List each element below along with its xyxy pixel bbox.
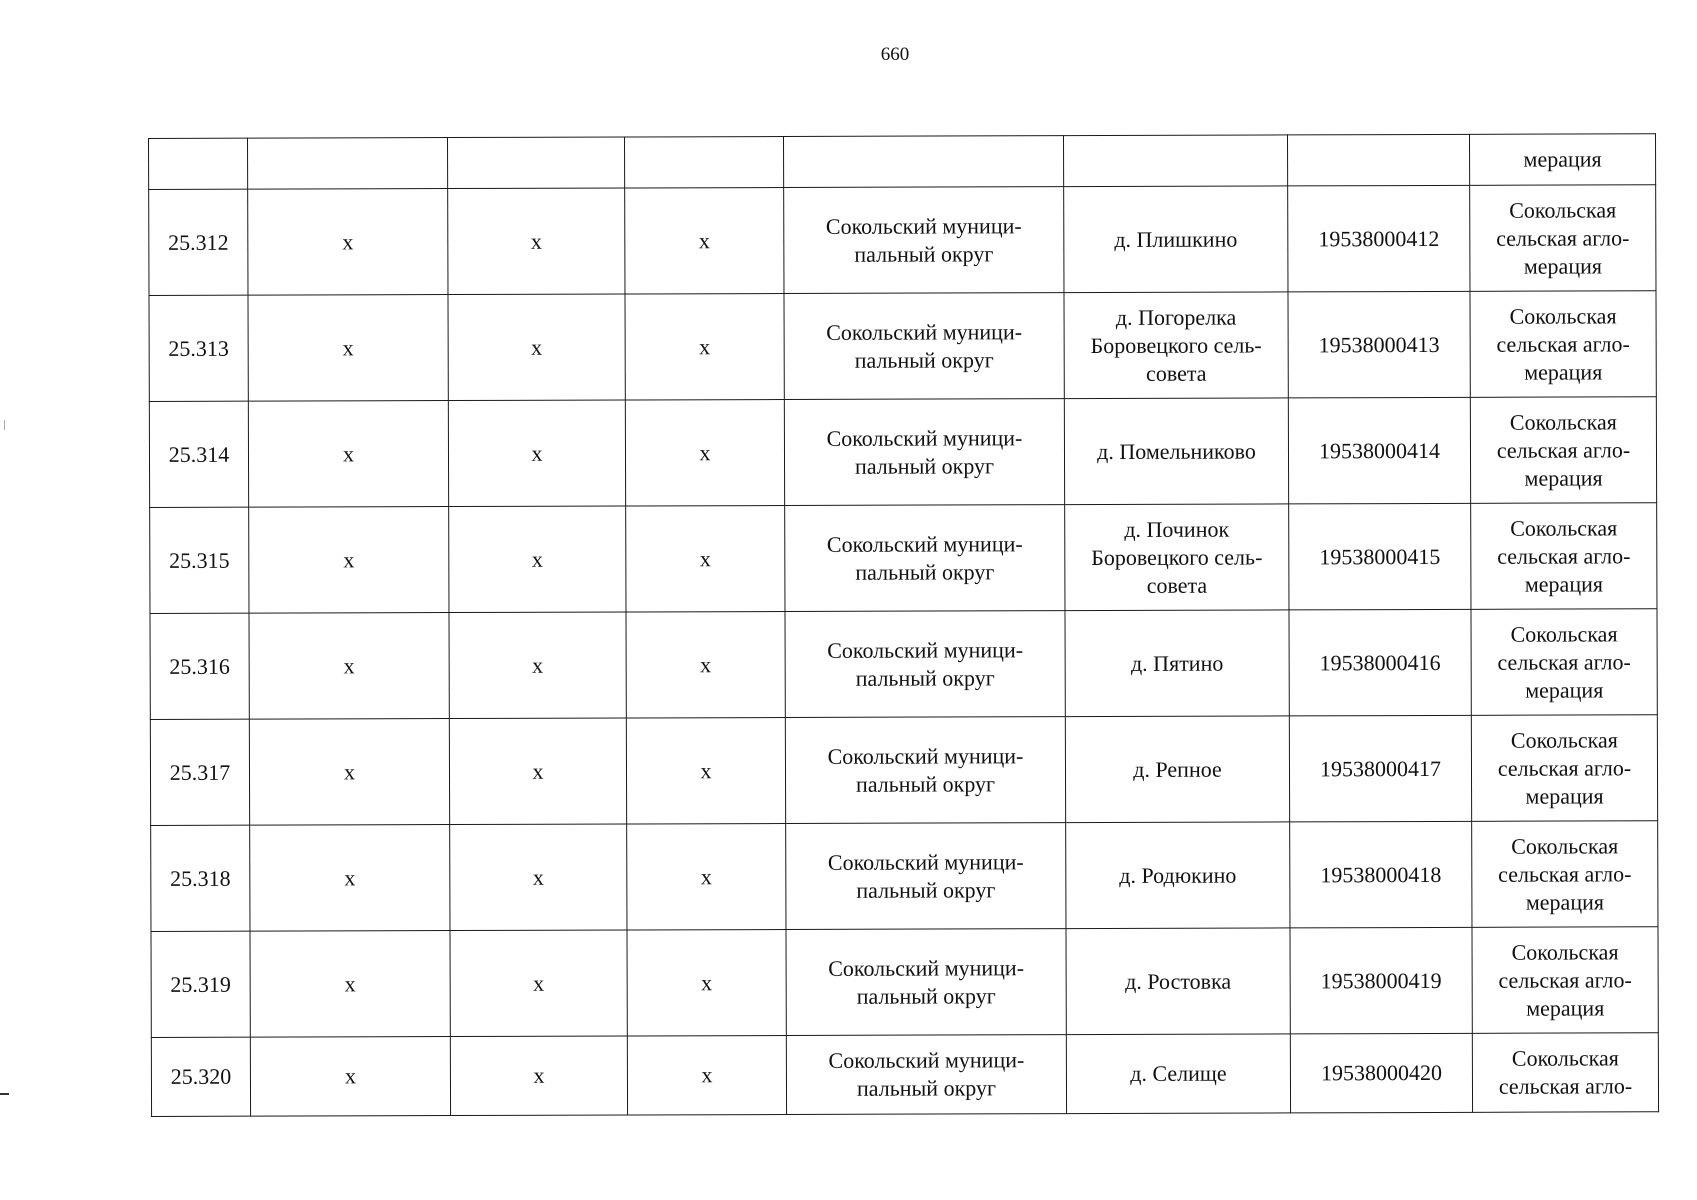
margin-mark	[0, 1093, 9, 1095]
table-row	[151, 927, 1658, 1038]
row-number-cell: 25.315	[150, 507, 249, 613]
settlements-table	[148, 133, 1659, 1117]
municipality-cell: Сокольский муници-пальный округ	[785, 505, 1065, 612]
mark-cell: х	[449, 612, 626, 719]
mark-cell: х	[248, 295, 448, 402]
page-number: 660	[880, 44, 910, 65]
row-number-cell: 25.319	[151, 931, 250, 1037]
settlement-cell: д. Плишкино	[1064, 186, 1288, 293]
table-row	[151, 821, 1658, 932]
cell-col5	[783, 136, 1063, 188]
oktmo-code-cell: 19538000416	[1289, 609, 1471, 716]
table-row	[150, 715, 1657, 826]
row-number-cell: 25.312	[149, 189, 248, 295]
oktmo-code-cell: 19538000420	[1290, 1033, 1472, 1113]
mark-cell: х	[448, 294, 625, 401]
agglomeration-cell: Сокольская сельская агло-мерация	[1470, 397, 1656, 504]
cell-col3	[448, 137, 625, 189]
agglomeration-cell: Сокольская сельская агло-мерация	[1470, 291, 1656, 398]
oktmo-code-cell: 19538000414	[1288, 397, 1470, 504]
mark-cell: х	[627, 929, 786, 1035]
agglomeration-cell: Сокольская сельская агло-мерация	[1471, 715, 1657, 822]
settlement-cell: д. Ростовка	[1066, 928, 1290, 1035]
cell-col2	[248, 138, 448, 190]
municipality-cell: Сокольский муници-пальный округ	[785, 717, 1065, 824]
settlement-cell: д. Пятино	[1065, 610, 1289, 717]
row-number-cell: 25.313	[149, 295, 248, 401]
mark-cell: х	[450, 1036, 627, 1116]
scan-artifact	[4, 420, 5, 430]
table-row	[151, 1033, 1658, 1117]
settlement-cell: д. Помельниково	[1064, 398, 1288, 505]
oktmo-code-cell: 19538000415	[1289, 503, 1471, 610]
mark-cell: х	[448, 188, 625, 295]
oktmo-code-cell: 19538000412	[1288, 185, 1470, 292]
mark-cell: х	[627, 824, 786, 930]
cell-col4	[624, 137, 783, 188]
mark-cell: х	[250, 1037, 450, 1117]
mark-cell: х	[450, 824, 627, 931]
cell-col1	[149, 138, 248, 189]
agglomeration-cell: Сокольская сельская агло-мерация	[1470, 185, 1656, 292]
mark-cell: х	[250, 931, 450, 1038]
agglomeration-cell: Сокольская сельская агло-	[1472, 1033, 1658, 1113]
row-number-cell: 25.316	[150, 613, 249, 719]
settlement-cell: д. Репное	[1065, 716, 1289, 823]
mark-cell: х	[250, 825, 450, 932]
settlement-cell: д. Починок Боровецкого сель-совета	[1065, 504, 1289, 611]
document-table-wrapper	[148, 133, 1659, 1117]
oktmo-code-cell: 19538000413	[1288, 291, 1470, 398]
municipality-cell: Сокольский муници-пальный округ	[785, 611, 1065, 718]
settlement-cell: д. Родюкино	[1066, 822, 1290, 929]
agglomeration-cell: Сокольская сельская агло-мерация	[1471, 503, 1657, 610]
agglomeration-cell: Сокольская сельская агло-мерация	[1472, 821, 1658, 928]
municipality-cell: Сокольский муници-пальный округ	[784, 399, 1064, 506]
mark-cell: х	[450, 930, 627, 1037]
mark-cell: х	[449, 506, 626, 613]
settlement-cell: д. Селище	[1066, 1034, 1290, 1114]
header-continuation-row	[149, 134, 1656, 190]
row-number-cell: 25.314	[149, 401, 248, 507]
oktmo-code-cell: 19538000417	[1289, 715, 1471, 822]
mark-cell: х	[248, 189, 448, 296]
agglomeration-cell: Сокольская сельская агло-мерация	[1472, 927, 1658, 1034]
mark-cell: х	[448, 400, 625, 507]
municipality-cell: Сокольский муници-пальный округ	[784, 187, 1064, 294]
table-row	[149, 291, 1656, 402]
mark-cell: х	[626, 612, 785, 718]
mark-cell: х	[449, 718, 626, 825]
row-number-cell: 25.317	[150, 719, 249, 825]
municipality-cell: Сокольский муници-пальный округ	[784, 293, 1064, 400]
cell-col7	[1287, 134, 1469, 186]
mark-cell: х	[249, 613, 449, 720]
mark-cell: х	[249, 719, 449, 826]
municipality-cell: Сокольский муници-пальный округ	[786, 823, 1066, 930]
row-number-cell: 25.320	[151, 1037, 250, 1116]
table-row	[149, 185, 1656, 296]
cell-col6	[1063, 135, 1287, 187]
agglomeration-cell: Сокольская сельская агло-мерация	[1471, 609, 1657, 716]
table-body	[149, 134, 1659, 1117]
mark-cell: х	[625, 294, 784, 400]
municipality-cell: Сокольский муници-пальный округ	[786, 1035, 1066, 1115]
table-row	[150, 503, 1657, 614]
cell-agglomeration-continuation: мерация	[1469, 134, 1655, 186]
mark-cell: х	[626, 718, 785, 824]
mark-cell: х	[625, 188, 784, 294]
mark-cell: х	[627, 1035, 786, 1114]
mark-cell: х	[626, 506, 785, 612]
oktmo-code-cell: 19538000419	[1290, 927, 1472, 1034]
municipality-cell: Сокольский муници-пальный округ	[786, 929, 1066, 1036]
oktmo-code-cell: 19538000418	[1290, 821, 1472, 928]
mark-cell: х	[625, 400, 784, 506]
mark-cell: х	[248, 401, 448, 508]
mark-cell: х	[249, 507, 449, 614]
table-row	[150, 609, 1657, 720]
row-number-cell: 25.318	[151, 825, 250, 931]
settlement-cell: д. Погорелка Боровецкого сель-совета	[1064, 292, 1288, 399]
table-row	[149, 397, 1656, 508]
